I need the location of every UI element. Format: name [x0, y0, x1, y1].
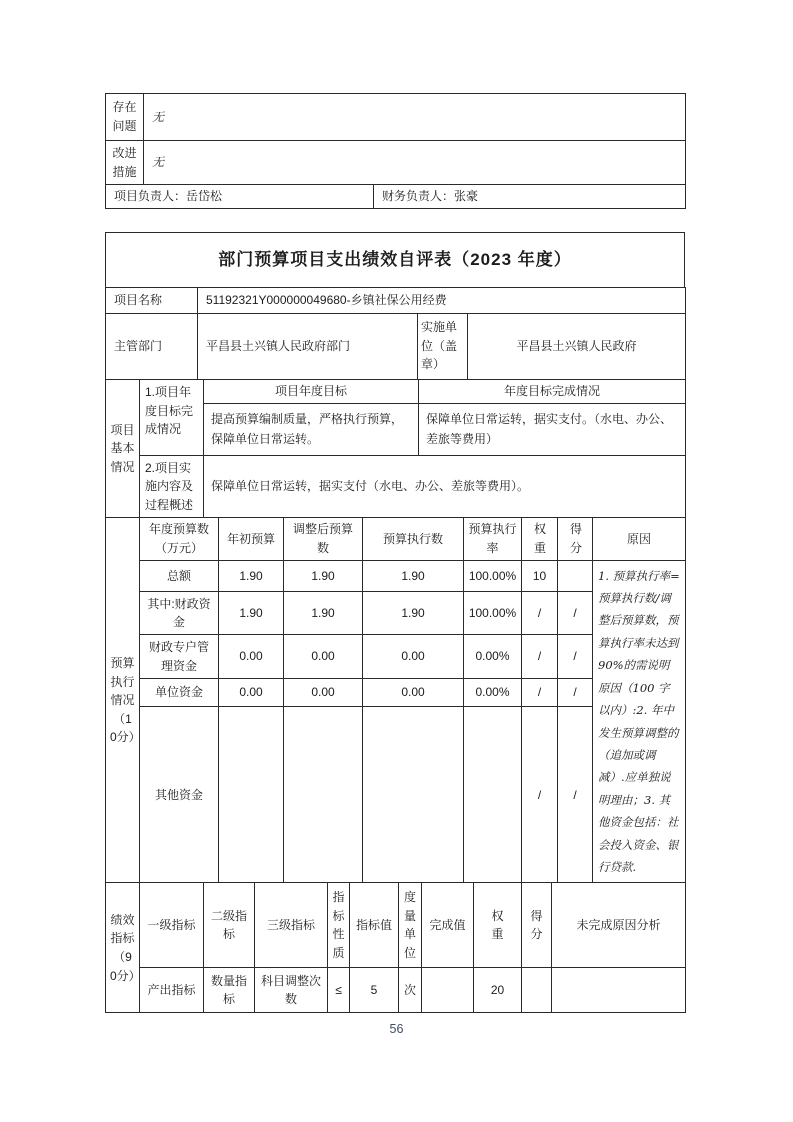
performance-indicator-section	[105, 882, 686, 1013]
table-row	[106, 94, 686, 141]
budget-header-cell: 得分	[558, 518, 593, 560]
page-number: 56	[389, 1022, 404, 1036]
annual-goal-text: 提高预算编制质量，严格执行预算，保障单位日常运转。	[204, 403, 419, 455]
performance-header-cell: 未完成原因分析	[552, 883, 686, 968]
table-row	[106, 883, 686, 968]
basic-info-section	[105, 379, 686, 518]
goal-completion-text: 保障单位日常运转，据实支付。（水电、办公、差旅等费用）	[419, 403, 686, 455]
budget-header-cell: 预算执行数	[363, 518, 464, 560]
budget-cell: 0.00%	[464, 678, 522, 707]
evaluation-table-title	[105, 232, 685, 288]
budget-header-cell: 预算执行率	[464, 518, 522, 560]
budget-row-label: 其他资金	[140, 707, 219, 883]
implementation-row-label: 2.项目实施内容及过程概述	[140, 455, 204, 518]
implementing-unit-value: 平昌县土兴镇人民政府	[468, 314, 686, 380]
performance-header-cell: 一级指标	[140, 883, 204, 968]
improvement-measures-label: 改进措施	[106, 141, 144, 185]
existing-problems-label: 存在问题	[106, 94, 144, 141]
implementing-unit-label: 实施单位（盖章）	[418, 314, 468, 380]
budget-cell: 1.90	[284, 592, 363, 635]
performance-section-side-label: 绩效指标（90分）	[106, 883, 140, 1013]
report-title: 部门预算项目支出绩效自评表（2023 年度）	[106, 233, 685, 288]
budget-row-label: 财政专户管理资金	[140, 635, 219, 678]
budget-cell	[284, 707, 363, 883]
performance-header-cell: 完成值	[422, 883, 474, 968]
improvement-measures-value: 无	[144, 141, 686, 185]
budget-cell: 0.00	[363, 678, 464, 707]
table-row	[106, 288, 686, 314]
project-name-label: 项目名称	[106, 288, 198, 314]
annual-goal-row-label: 1.项目年度目标完成情况	[140, 380, 204, 456]
budget-header-cell: 权重	[522, 518, 558, 560]
budget-cell: /	[522, 592, 558, 635]
budget-execution-section	[105, 517, 686, 883]
evaluation-table-section	[105, 232, 686, 1013]
budget-cell: 100.00%	[464, 592, 522, 635]
performance-header-cell: 得分	[522, 883, 552, 968]
table-row	[106, 314, 686, 380]
budget-cell: /	[558, 707, 593, 883]
budget-cell	[219, 707, 284, 883]
budget-cell: /	[522, 635, 558, 678]
table-row	[106, 455, 686, 518]
budget-cell: 1.90	[363, 560, 464, 592]
budget-cell: 0.00	[219, 678, 284, 707]
budget-cell: /	[558, 592, 593, 635]
performance-header-cell: 度量单位	[399, 883, 422, 968]
performance-cell	[552, 968, 686, 1013]
department-label: 主管部门	[106, 314, 198, 380]
existing-problems-value: 无	[144, 94, 686, 141]
budget-cell: 100.00%	[464, 560, 522, 592]
table-row	[106, 233, 685, 288]
summary-table-section	[105, 93, 686, 209]
budget-header-cell: 原因	[593, 518, 686, 560]
implementation-text: 保障单位日常运转，据实支付（水电、办公、差旅等费用）。	[204, 455, 686, 518]
budget-cell: /	[522, 678, 558, 707]
project-name-row	[105, 287, 686, 314]
budget-cell: /	[558, 678, 593, 707]
budget-row-label: 其中:财政资金	[140, 592, 219, 635]
department-row	[105, 313, 686, 380]
performance-cell: 数量指标	[204, 968, 255, 1013]
performance-header-cell: 权重	[474, 883, 522, 968]
performance-cell	[422, 968, 474, 1013]
budget-cell: 0.00%	[464, 635, 522, 678]
budget-cell: 0.00	[284, 678, 363, 707]
budget-cell	[558, 560, 593, 592]
performance-cell	[522, 968, 552, 1013]
budget-cell: /	[522, 707, 558, 883]
performance-header-cell: 指标性质	[328, 883, 350, 968]
budget-cell: 0.00	[219, 635, 284, 678]
budget-section-side-label: 预算执行情况（10分）	[106, 518, 140, 883]
performance-cell: 5	[350, 968, 399, 1013]
department-value: 平昌县土兴镇人民政府部门	[198, 314, 418, 380]
budget-cell: 1.90	[219, 592, 284, 635]
budget-cell: /	[558, 635, 593, 678]
budget-reason-text: 1. 预算执行率=预算执行数/调整后预算数，预算执行率未达到 90%的需说明原因（100 字以内）:2. 年中发生预算调整的（追加或调减）.应单独说明理由；3. 其他资金包括：社会投入资金、银行贷款.	[593, 560, 686, 883]
project-manager-cell: 项目负责人：岳岱松	[106, 185, 374, 209]
table-row	[106, 380, 686, 404]
budget-row-label: 单位资金	[140, 678, 219, 707]
table-row	[106, 560, 686, 592]
table-row	[106, 518, 686, 560]
annual-goal-header: 项目年度目标	[204, 380, 419, 404]
budget-header-cell: 年度预算数（万元）	[140, 518, 219, 560]
budget-cell	[363, 707, 464, 883]
performance-header-cell: 指标值	[350, 883, 399, 968]
budget-cell: 1.90	[219, 560, 284, 592]
performance-header-cell: 三级指标	[255, 883, 328, 968]
performance-cell: 产出指标	[140, 968, 204, 1013]
performance-header-cell: 二级指标	[204, 883, 255, 968]
performance-cell: 科目调整次数	[255, 968, 328, 1013]
budget-cell	[464, 707, 522, 883]
budget-cell: 1.90	[363, 592, 464, 635]
budget-cell: 1.90	[284, 560, 363, 592]
budget-row-label: 总额	[140, 560, 219, 592]
budget-header-cell: 年初预算	[219, 518, 284, 560]
table-row	[106, 141, 686, 185]
budget-header-cell: 调整后预算数	[284, 518, 363, 560]
summary-table	[105, 93, 686, 209]
performance-cell: 20	[474, 968, 522, 1013]
performance-cell: 次	[399, 968, 422, 1013]
table-row	[106, 185, 686, 209]
table-row	[106, 968, 686, 1013]
budget-cell: 0.00	[284, 635, 363, 678]
budget-cell: 10	[522, 560, 558, 592]
budget-cell: 0.00	[363, 635, 464, 678]
finance-manager-cell: 财务负责人：张豪	[374, 185, 686, 209]
basic-info-side-label: 项目基本情况	[106, 380, 140, 518]
performance-cell: ≤	[328, 968, 350, 1013]
project-name-value: 51192321Y000000049680-乡镇社保公用经费	[198, 288, 686, 314]
goal-completion-header: 年度目标完成情况	[419, 380, 686, 404]
